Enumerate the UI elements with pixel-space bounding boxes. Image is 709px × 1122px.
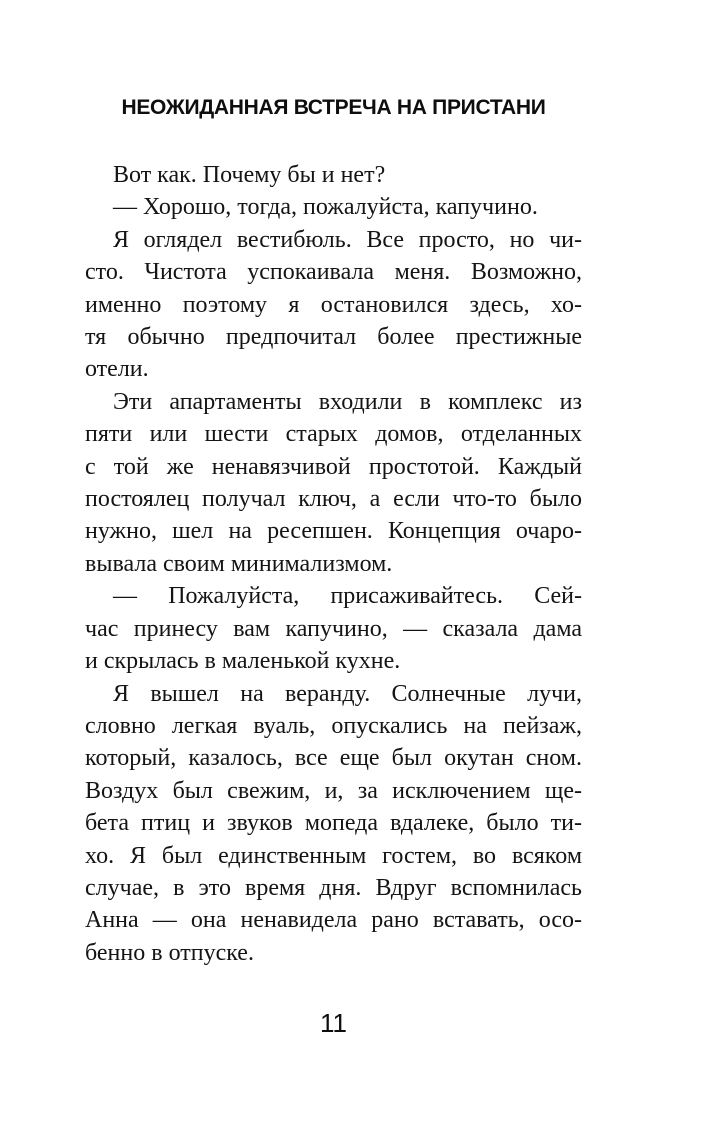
text-line: хо. Я был единственным гостем, во всяком bbox=[85, 842, 582, 869]
text-line: отели. bbox=[85, 356, 149, 383]
text-line: тя обычно предпочитал более престижные bbox=[85, 324, 582, 351]
text-line: Воздух был свежим, и, за исключением ще- bbox=[85, 777, 582, 804]
text-line: — Хорошо, тогда, пожалуйста, капучино. bbox=[113, 194, 538, 221]
text-block bbox=[85, 159, 582, 969]
chapter-title: НЕОЖИДАННАЯ ВСТРЕЧА НА ПРИСТАНИ bbox=[121, 96, 546, 119]
text-line: с той же ненавязчивой простотой. Каждый bbox=[85, 453, 582, 480]
paragraph bbox=[85, 224, 582, 386]
text-line: вывала своим минимализмом. bbox=[85, 550, 393, 577]
text-line: бета птиц и звуков мопеда вдалеке, было ти- bbox=[85, 810, 582, 837]
page-number: 11 bbox=[320, 1008, 347, 1038]
paragraph bbox=[85, 678, 582, 970]
text-line: час принесу вам капучино, — сказала дама bbox=[85, 615, 582, 642]
text-line: и скрылась в маленькой кухне. bbox=[85, 648, 401, 675]
paragraph bbox=[85, 386, 582, 580]
text-line: Анна — она ненавидела рано вставать, осо- bbox=[85, 907, 582, 934]
text-line: Вот как. Почему бы и нет? bbox=[113, 162, 386, 188]
text-line: случае, в это время дня. Вдруг вспомнилась bbox=[85, 874, 582, 901]
text-line: именно поэтому я остановился здесь, хо- bbox=[85, 291, 582, 318]
text-line: постоялец получал ключ, а если что-то было bbox=[85, 486, 582, 513]
text-line: пяти или шести старых домов, отделанных bbox=[85, 421, 582, 448]
text-line: сто. Чистота успокаивала меня. Возможно, bbox=[85, 259, 582, 286]
paragraph bbox=[85, 159, 582, 191]
paragraph bbox=[85, 580, 582, 677]
text-line: который, казалось, все еще был окутан сном. bbox=[85, 745, 582, 772]
text-line: словно легкая вуаль, опускались на пейзаж, bbox=[85, 712, 582, 739]
text-line: бенно в отпуске. bbox=[85, 939, 254, 966]
text-line: нужно, шел на ресепшен. Концепция очаро- bbox=[85, 518, 582, 545]
text-line: Я оглядел вестибюль. Все просто, но чи- bbox=[113, 226, 582, 253]
text-line: Я вышел на веранду. Солнечные лучи, bbox=[113, 680, 582, 707]
text-line: — Пожалуйста, присаживайтесь. Сей- bbox=[113, 583, 582, 610]
text-line: Эти апартаменты входили в комплекс из bbox=[113, 388, 582, 415]
paragraph bbox=[85, 191, 582, 223]
